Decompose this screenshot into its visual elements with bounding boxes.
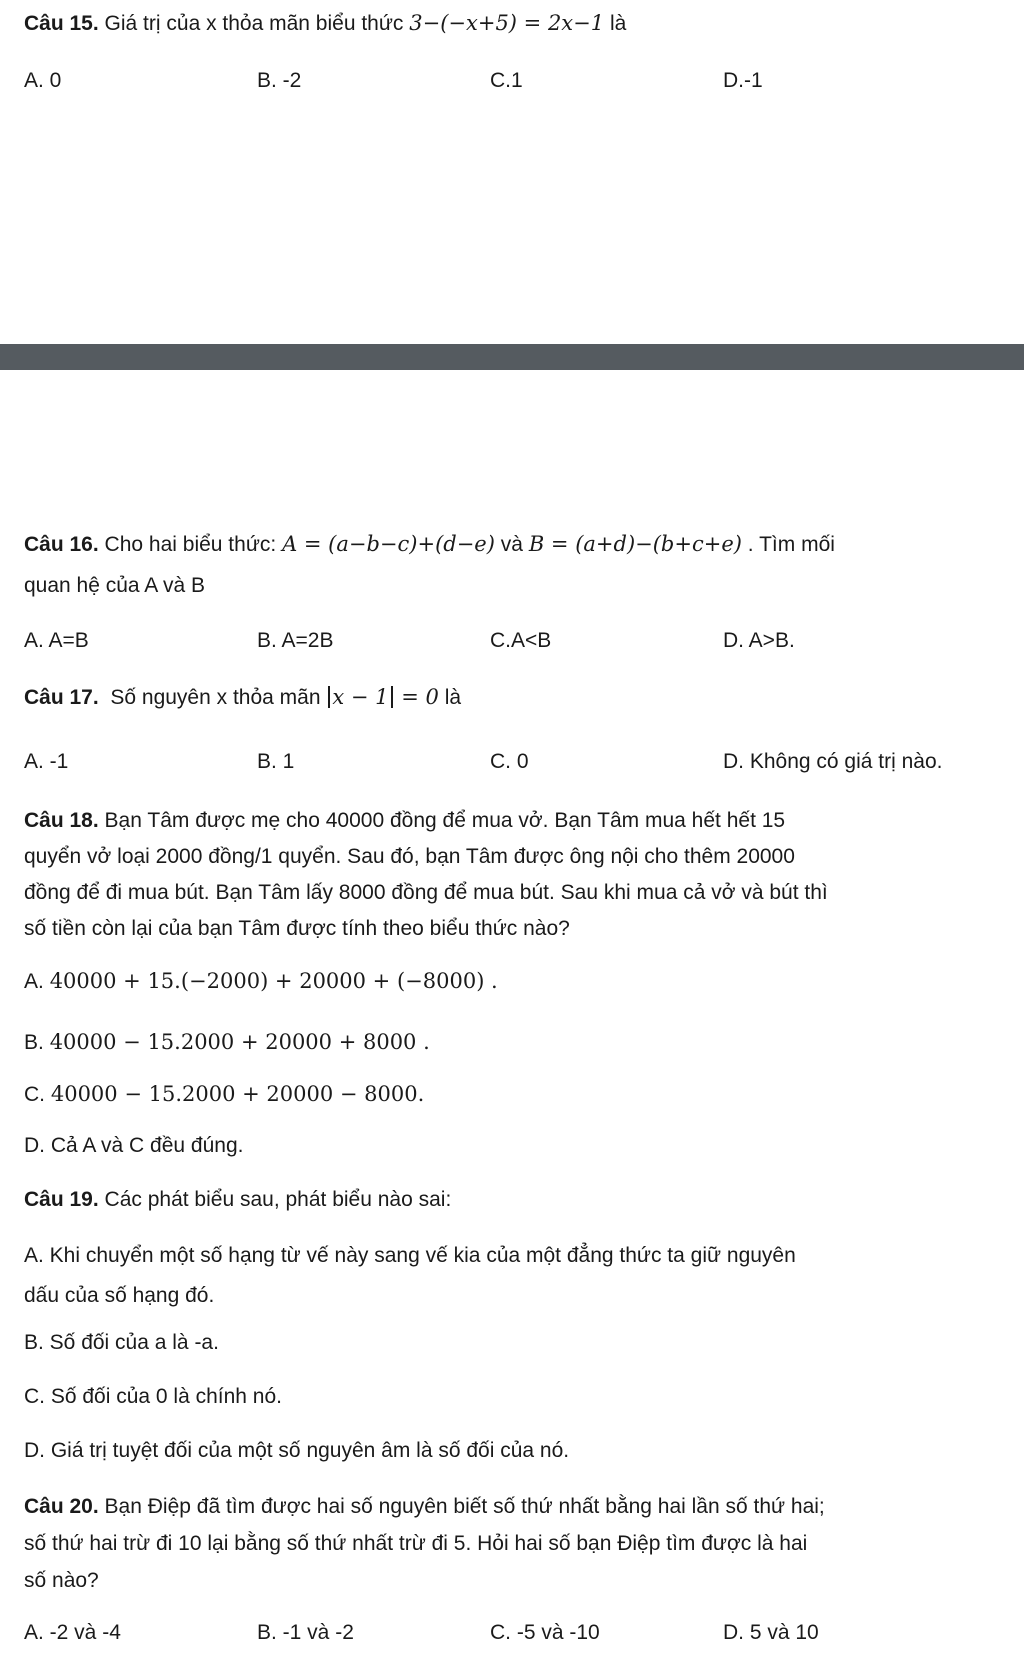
q18-option-a-expression: 40000 + 15.(−2000) + 20000 + (−8000) . xyxy=(49,969,498,993)
q16-option-b[interactable]: B. A=2B xyxy=(257,629,334,652)
question-18-label: Câu 18. xyxy=(24,809,99,832)
question-17-abs-tail: = 0 xyxy=(401,685,439,709)
q16-option-a[interactable]: A. A=B xyxy=(24,629,89,652)
q18-option-d[interactable]: D. Cả A và C đều đúng. xyxy=(24,1134,244,1157)
q18-option-b-expression: 40000 − 15.2000 + 20000 + 8000 . xyxy=(49,1030,430,1054)
question-20-line3: số nào? xyxy=(24,1569,99,1592)
q17-option-b[interactable]: B. 1 xyxy=(257,750,295,773)
q19-option-d[interactable]: D. Giá trị tuyệt đối của một số nguyên âm là số đối của nó. xyxy=(24,1439,570,1462)
question-16-text-end: . Tìm mối xyxy=(747,533,835,556)
question-18-line1: Bạn Tâm được mẹ cho 40000 đồng để mua vở. Bạn Tâm mua hết hết 15 xyxy=(104,809,786,832)
question-18-line2: quyển vở loại 2000 đồng/1 quyển. Sau đó, bạn Tâm được ông nội cho thêm 20000 xyxy=(24,845,795,868)
q20-option-d[interactable]: D. 5 và 10 xyxy=(723,1621,819,1644)
q19-option-a[interactable] xyxy=(24,1236,1004,1316)
q18-option-c-label: C. xyxy=(24,1083,45,1106)
question-15-tail: là xyxy=(609,12,627,35)
question-17-label: Câu 17. xyxy=(24,686,99,709)
question-18 xyxy=(24,803,1004,947)
q18-option-a-label: A. xyxy=(24,970,44,993)
q18-option-b-label: B. xyxy=(24,1031,44,1054)
q16-option-c[interactable]: C.A<B xyxy=(490,629,552,652)
q15-option-a[interactable]: A. 0 xyxy=(24,69,62,92)
q18-option-b[interactable] xyxy=(24,1027,1004,1058)
q15-option-b[interactable]: B. -2 xyxy=(257,69,302,92)
question-16 xyxy=(24,531,1004,558)
question-16-expression-a: A = (a−b−c)+(d−e) xyxy=(282,532,495,556)
q17-option-c[interactable]: C. 0 xyxy=(490,750,529,773)
question-20-line2: số thứ hai trừ đi 10 lại bằng số thứ nhất trừ đi 5. Hỏi hai số bạn Điệp tìm được là hai xyxy=(24,1532,808,1555)
question-18-line3: đồng để đi mua bút. Bạn Tâm lấy 8000 đồng để mua bút. Sau khi mua cả vở và bút thì xyxy=(24,881,828,904)
question-15-label: Câu 15. xyxy=(24,12,99,35)
q16-option-d[interactable]: D. A>B. xyxy=(723,629,795,652)
question-15-text: Giá trị của x thỏa mãn biểu thức xyxy=(104,12,404,35)
question-17-expression xyxy=(326,685,438,709)
question-17-text: Số nguyên x thỏa mãn xyxy=(110,686,321,709)
q18-option-c[interactable] xyxy=(24,1079,1004,1110)
q19-option-c[interactable]: C. Số đối của 0 là chính nó. xyxy=(24,1385,282,1408)
question-20-line1: Bạn Điệp đã tìm được hai số nguyên biết số thứ nhất bằng hai lần số thứ hai; xyxy=(104,1495,825,1518)
question-20 xyxy=(24,1488,1004,1599)
question-15-expression: 3−(−x+5) = 2x−1 xyxy=(409,11,605,35)
q17-option-d[interactable]: D. Không có giá trị nào. xyxy=(723,750,943,773)
question-19 xyxy=(24,1185,1004,1215)
q18-option-c-expression: 40000 − 15.2000 + 20000 − 8000. xyxy=(50,1082,425,1106)
question-16-connector: và xyxy=(500,533,523,556)
question-18-line4: số tiền còn lại của bạn Tâm được tính theo biểu thức nào? xyxy=(24,917,570,940)
page-divider xyxy=(0,344,1024,370)
q20-option-a[interactable]: A. -2 và -4 xyxy=(24,1621,121,1644)
q17-option-a[interactable]: A. -1 xyxy=(24,750,69,773)
question-19-text: Các phát biểu sau, phát biểu nào sai: xyxy=(104,1188,452,1211)
question-15 xyxy=(24,10,1004,37)
q20-option-c[interactable]: C. -5 và -10 xyxy=(490,1621,600,1644)
q18-option-a[interactable] xyxy=(24,966,1004,997)
q20-option-b[interactable]: B. -1 và -2 xyxy=(257,1621,354,1644)
question-19-label: Câu 19. xyxy=(24,1188,99,1211)
q19-option-a-line1: A. Khi chuyển một số hạng từ vế này sang vế kia của một đẳng thức ta giữ nguyên xyxy=(24,1244,796,1267)
question-17 xyxy=(24,684,1004,711)
q19-option-a-line2: dấu của số hạng đó. xyxy=(24,1284,215,1307)
question-20-label: Câu 20. xyxy=(24,1495,99,1518)
question-16-label: Câu 16. xyxy=(24,533,99,556)
question-16-expression-b: B = (a+d)−(b+c+e) xyxy=(528,532,742,556)
q19-option-b[interactable]: B. Số đối của a là -a. xyxy=(24,1331,219,1354)
q15-option-d[interactable]: D.-1 xyxy=(723,69,763,92)
q15-option-c[interactable]: C.1 xyxy=(490,69,523,92)
question-16-text: Cho hai biểu thức: xyxy=(104,533,277,556)
question-17-tail: là xyxy=(444,686,462,709)
question-17-abs-inner: x − 1 xyxy=(332,685,389,709)
question-16-line2: quan hệ của A và B xyxy=(24,574,205,597)
